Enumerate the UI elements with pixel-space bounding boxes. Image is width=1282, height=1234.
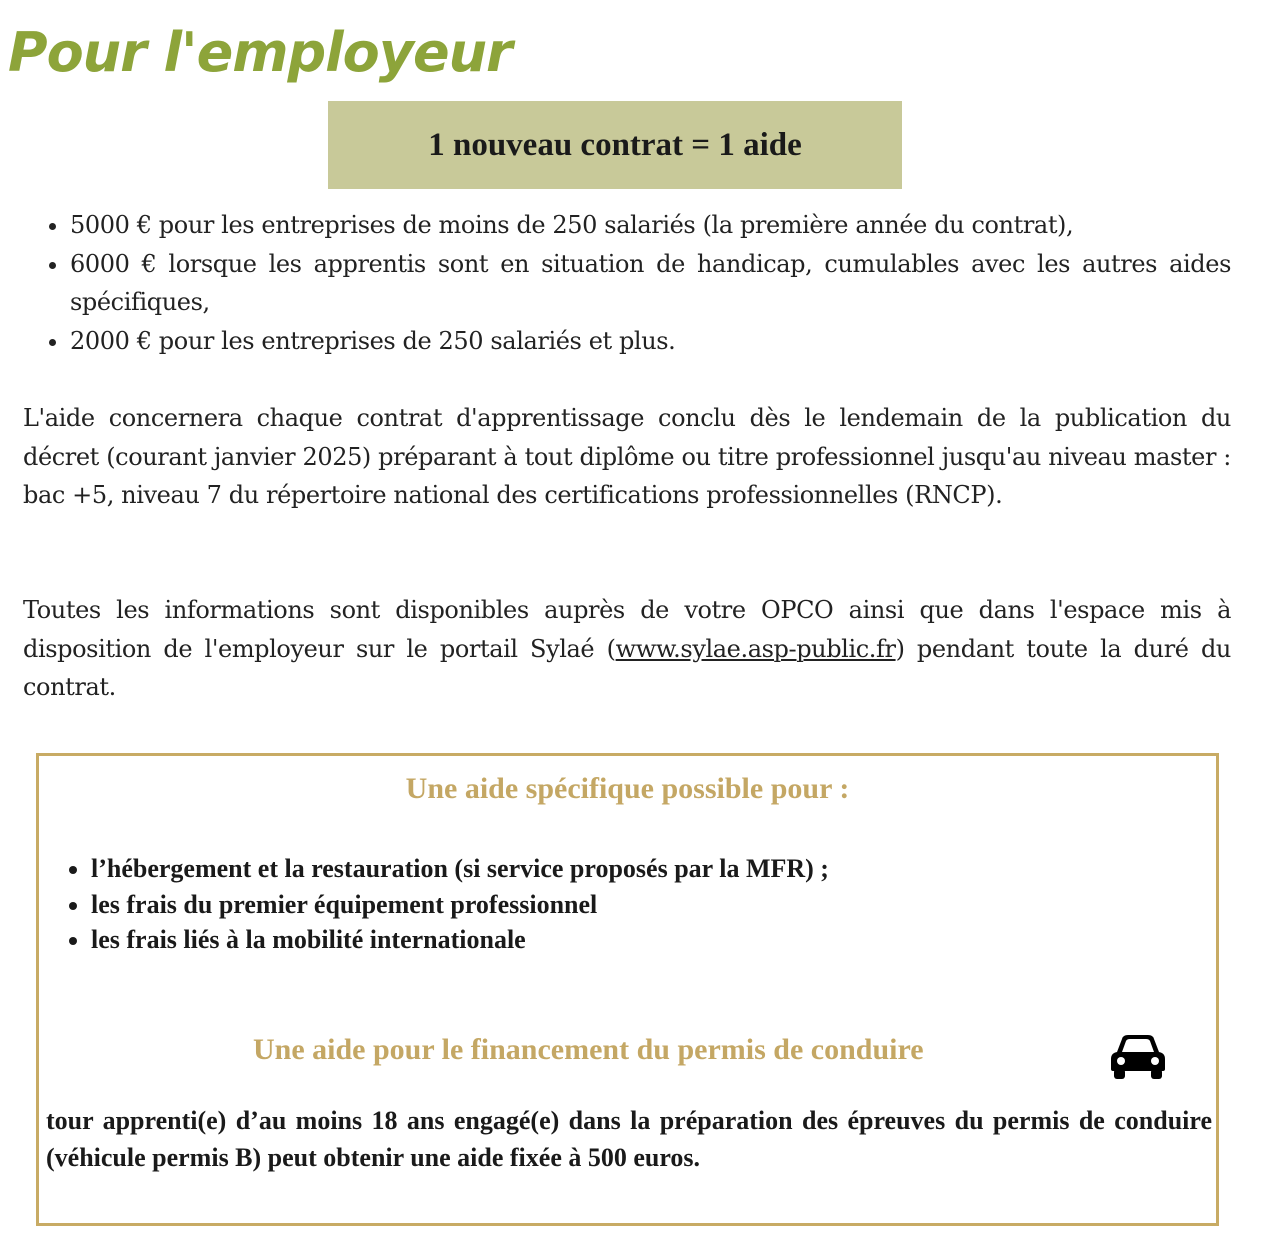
driving-license-heading: Une aide pour le financement du permis de conduire — [253, 1033, 924, 1066]
sylae-link[interactable]: www.sylae.asp-public.fr — [615, 634, 896, 663]
information-text-after: ) pendant toute la duré du contrat. — [23, 634, 1231, 701]
banner-label: 1 nouveau contrat = 1 aide — [428, 126, 802, 163]
aid-amounts-list — [23, 206, 1231, 360]
car-icon — [1110, 1033, 1166, 1079]
page-title: Pour l'employeur — [8, 21, 512, 84]
list-item: • 5000 € pour les entreprises de moins de 250 salariés (la première année du contrat), — [70, 206, 1231, 245]
list-item: • l’hébergement et la restauration (si service proposés par la MFR) ; — [91, 851, 829, 887]
list-item: • les frais liés à la mobilité internationale — [91, 922, 829, 958]
specific-aid-list — [44, 851, 829, 958]
contract-banner — [328, 101, 902, 189]
specific-aid-heading: Une aide spécifique possible pour : — [405, 772, 850, 805]
specific-aid-box — [36, 753, 1219, 1226]
driving-license-text: tour apprenti(e) d’au moins 18 ans engagé(e) dans la préparation des épreuves du permis de conduire (véhicule permis B) peut obtenir une aide fixée à 500 euros. — [46, 1106, 1212, 1172]
list-item: • 6000 € lorsque les apprentis sont en situation de handicap, cumulables avec les autres aides spécifiques, — [70, 245, 1231, 322]
information-text-before: Toutes les informations sont disponibles auprès de votre OPCO ainsi que dans l'espace mis à disposition de l'employeur sur le portail Sylaé ( — [23, 596, 1231, 663]
information-paragraph — [23, 591, 1231, 707]
list-item: • 2000 € pour les entreprises de 250 salariés et plus. — [70, 322, 1231, 361]
eligibility-paragraph: L'aide concernera chaque contrat d'apprentissage conclu dès le lendemain de la publication du décret (courant janvier 2025) préparant à tout diplôme ou titre professionnel jusqu'au niveau master : bac +5, niveau 7 du répertoire national des certifications professionnelles (RNCP). — [23, 404, 1231, 509]
list-item: • les frais du premier équipement professionnel — [91, 887, 829, 923]
